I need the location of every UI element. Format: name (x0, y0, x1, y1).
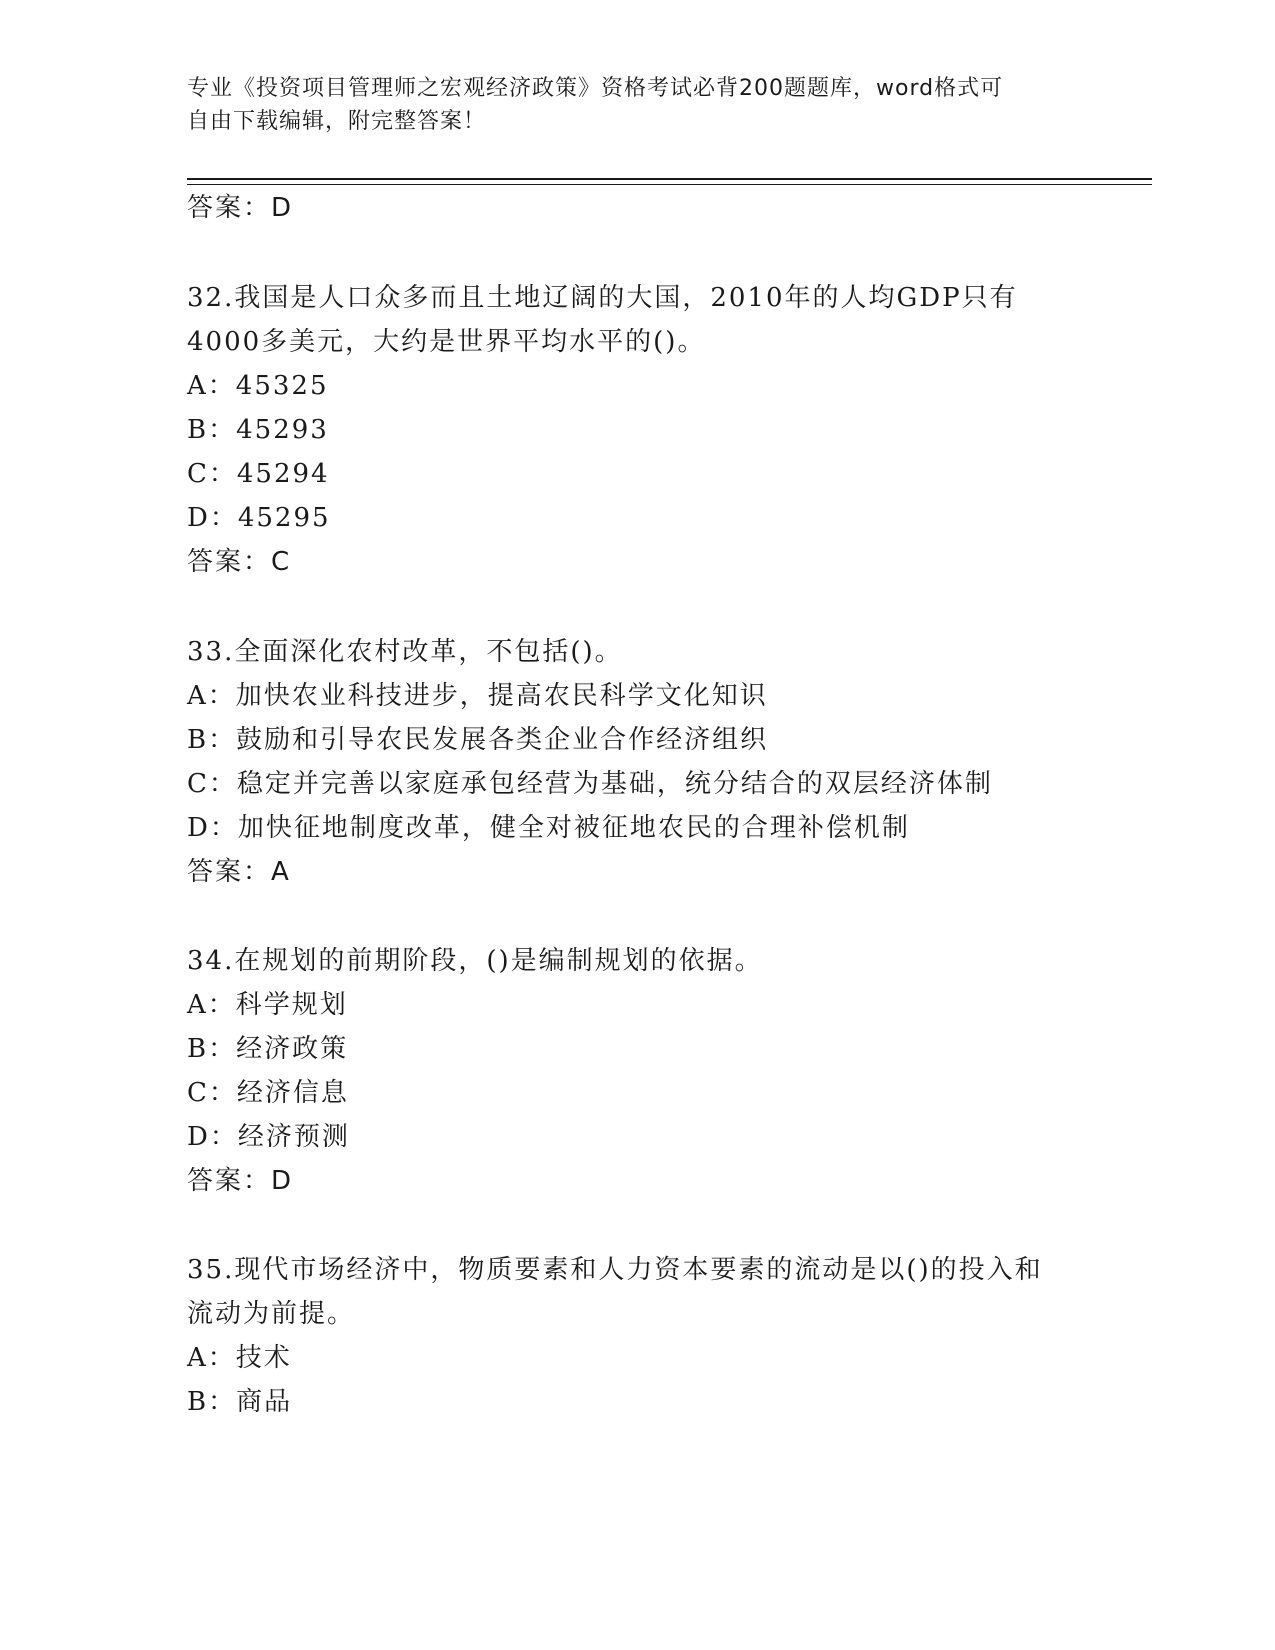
question-35-option-b: B：商品 (187, 1387, 293, 1417)
question-34-option-d: D：经济预测 (187, 1122, 350, 1152)
question-33-option-b: B：鼓励和引导农民发展各类企业合作经济组织 (187, 725, 769, 755)
answer-previous: 答案：D (187, 193, 294, 223)
question-33-option-d: D：加快征地制度改革，健全对被征地农民的合理补偿机制 (187, 813, 910, 843)
document-header (187, 72, 1087, 138)
question-33-option-c: C：稳定并完善以家庭承包经营为基础，统分结合的双层经济体制 (187, 769, 993, 799)
header-divider-thin (187, 184, 1152, 185)
question-33-option-a: A：加快农业科技进步，提高农民科学文化知识 (187, 681, 768, 711)
question-32-option-c: C：45294 (187, 459, 330, 489)
question-32-option-d: D：45295 (187, 503, 331, 533)
question-32-option-a: A：45325 (187, 371, 329, 401)
question-32-option-b: B：45293 (187, 415, 329, 445)
question-33-answer: 答案：A (187, 857, 291, 887)
question-32-stem-line-2: 4000多美元，大约是世界平均水平的()。 (187, 327, 706, 357)
question-35-stem-line-2: 流动为前提。 (187, 1299, 356, 1329)
question-34-answer: 答案：D (187, 1166, 294, 1196)
question-35-option-a: A：技术 (187, 1343, 292, 1373)
question-33-stem-line-1: 33.全面深化农村改革，不包括()。 (187, 637, 623, 667)
question-32-stem-line-1: 32.我国是人口众多而且土地辽阔的大国，2010年的人均GDP只有 (187, 283, 1018, 313)
question-32-answer: 答案：C (187, 547, 292, 577)
header-divider-thick (187, 178, 1152, 180)
question-34-option-b: B：经济政策 (187, 1034, 349, 1064)
question-34-stem-line-1: 34.在规划的前期阶段，()是编制规划的依据。 (187, 946, 763, 976)
header-line-2: 自由下载编辑，附完整答案！ (187, 109, 487, 134)
question-34-option-a: A：科学规划 (187, 990, 348, 1020)
question-35-stem-line-1: 35.现代市场经济中，物质要素和人力资本要素的流动是以()的投入和 (187, 1255, 1043, 1285)
question-34-option-c: C：经济信息 (187, 1078, 349, 1108)
header-line-1: 专业《投资项目管理师之宏观经济政策》资格考试必背200题题库，word格式可 (187, 76, 1004, 101)
